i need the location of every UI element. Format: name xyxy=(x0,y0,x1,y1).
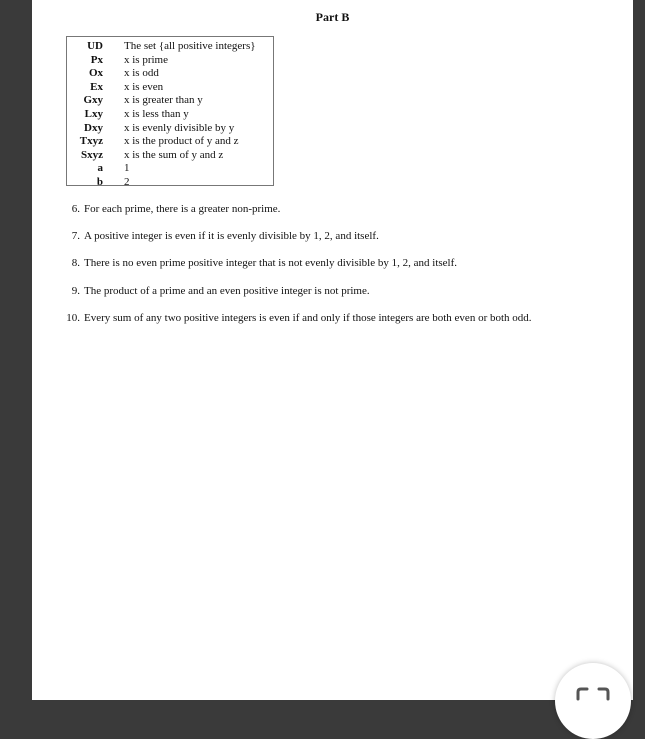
key-row xyxy=(67,122,273,136)
key-symbol: Lxy xyxy=(84,107,103,120)
key-symbol: Dxy xyxy=(84,121,103,134)
key-meaning: 1 xyxy=(124,162,130,175)
statement-text: There is no even prime positive integer that is not evenly divisible by 1, 2, and itself. xyxy=(84,257,458,270)
key-symbol: Ox xyxy=(88,67,103,80)
key-row xyxy=(67,176,273,190)
key-symbol: b xyxy=(96,175,103,188)
key-row xyxy=(67,149,273,163)
statement-item xyxy=(62,310,622,337)
key-symbol: Ex xyxy=(90,80,103,93)
key-meaning: x is odd xyxy=(124,67,159,80)
statement-number: 6. xyxy=(71,203,80,215)
statement-list xyxy=(62,201,622,337)
key-meaning: x is prime xyxy=(124,53,168,66)
page-title: Part B xyxy=(315,10,350,24)
statement-number: 10. xyxy=(66,311,80,324)
key-row xyxy=(67,108,273,122)
key-row xyxy=(67,135,273,149)
statement-number: 7. xyxy=(71,230,80,243)
statement-number: 8. xyxy=(71,257,80,270)
key-row xyxy=(67,162,273,176)
statement-text: A positive integer is even if it is evenly divisible by 1, 2, and itself. xyxy=(84,230,379,243)
key-row xyxy=(67,81,273,95)
statement-text: For each prime, there is a greater non-prime. xyxy=(84,203,281,215)
scan-button[interactable] xyxy=(555,663,631,739)
key-symbol: Txyz xyxy=(79,135,103,148)
key-meaning: x is the product of y and z xyxy=(124,135,239,148)
document-page xyxy=(32,0,633,700)
key-meaning: x is greater than y xyxy=(124,94,203,107)
statement-item xyxy=(62,255,622,282)
key-row xyxy=(67,94,273,108)
key-row xyxy=(67,40,273,54)
key-meaning: 2 xyxy=(124,175,130,188)
key-symbol: Px xyxy=(90,53,103,66)
key-symbol: Gxy xyxy=(83,94,103,107)
key-meaning: The set {all positive integers} xyxy=(124,40,256,52)
symbol-key-table xyxy=(66,36,274,186)
statement-text: The product of a prime and an even positive integer is not prime. xyxy=(84,284,370,297)
key-symbol: a xyxy=(97,162,103,175)
key-meaning: x is less than y xyxy=(124,107,189,120)
key-symbol: Sxyz xyxy=(81,148,103,161)
statement-text: Every sum of any two positive integers is even if and only if those integers are both even or both odd. xyxy=(84,311,532,324)
key-meaning: x is evenly divisible by y xyxy=(124,121,235,134)
statement-item xyxy=(62,283,622,310)
key-row xyxy=(67,54,273,68)
key-meaning: x is even xyxy=(124,80,164,93)
key-meaning: x is the sum of y and z xyxy=(124,148,224,161)
statement-item xyxy=(62,228,622,255)
key-symbol: UD xyxy=(87,40,103,52)
statement-item xyxy=(62,201,622,228)
statement-number: 9. xyxy=(71,284,80,297)
scan-icon xyxy=(576,687,610,707)
key-row xyxy=(67,67,273,81)
